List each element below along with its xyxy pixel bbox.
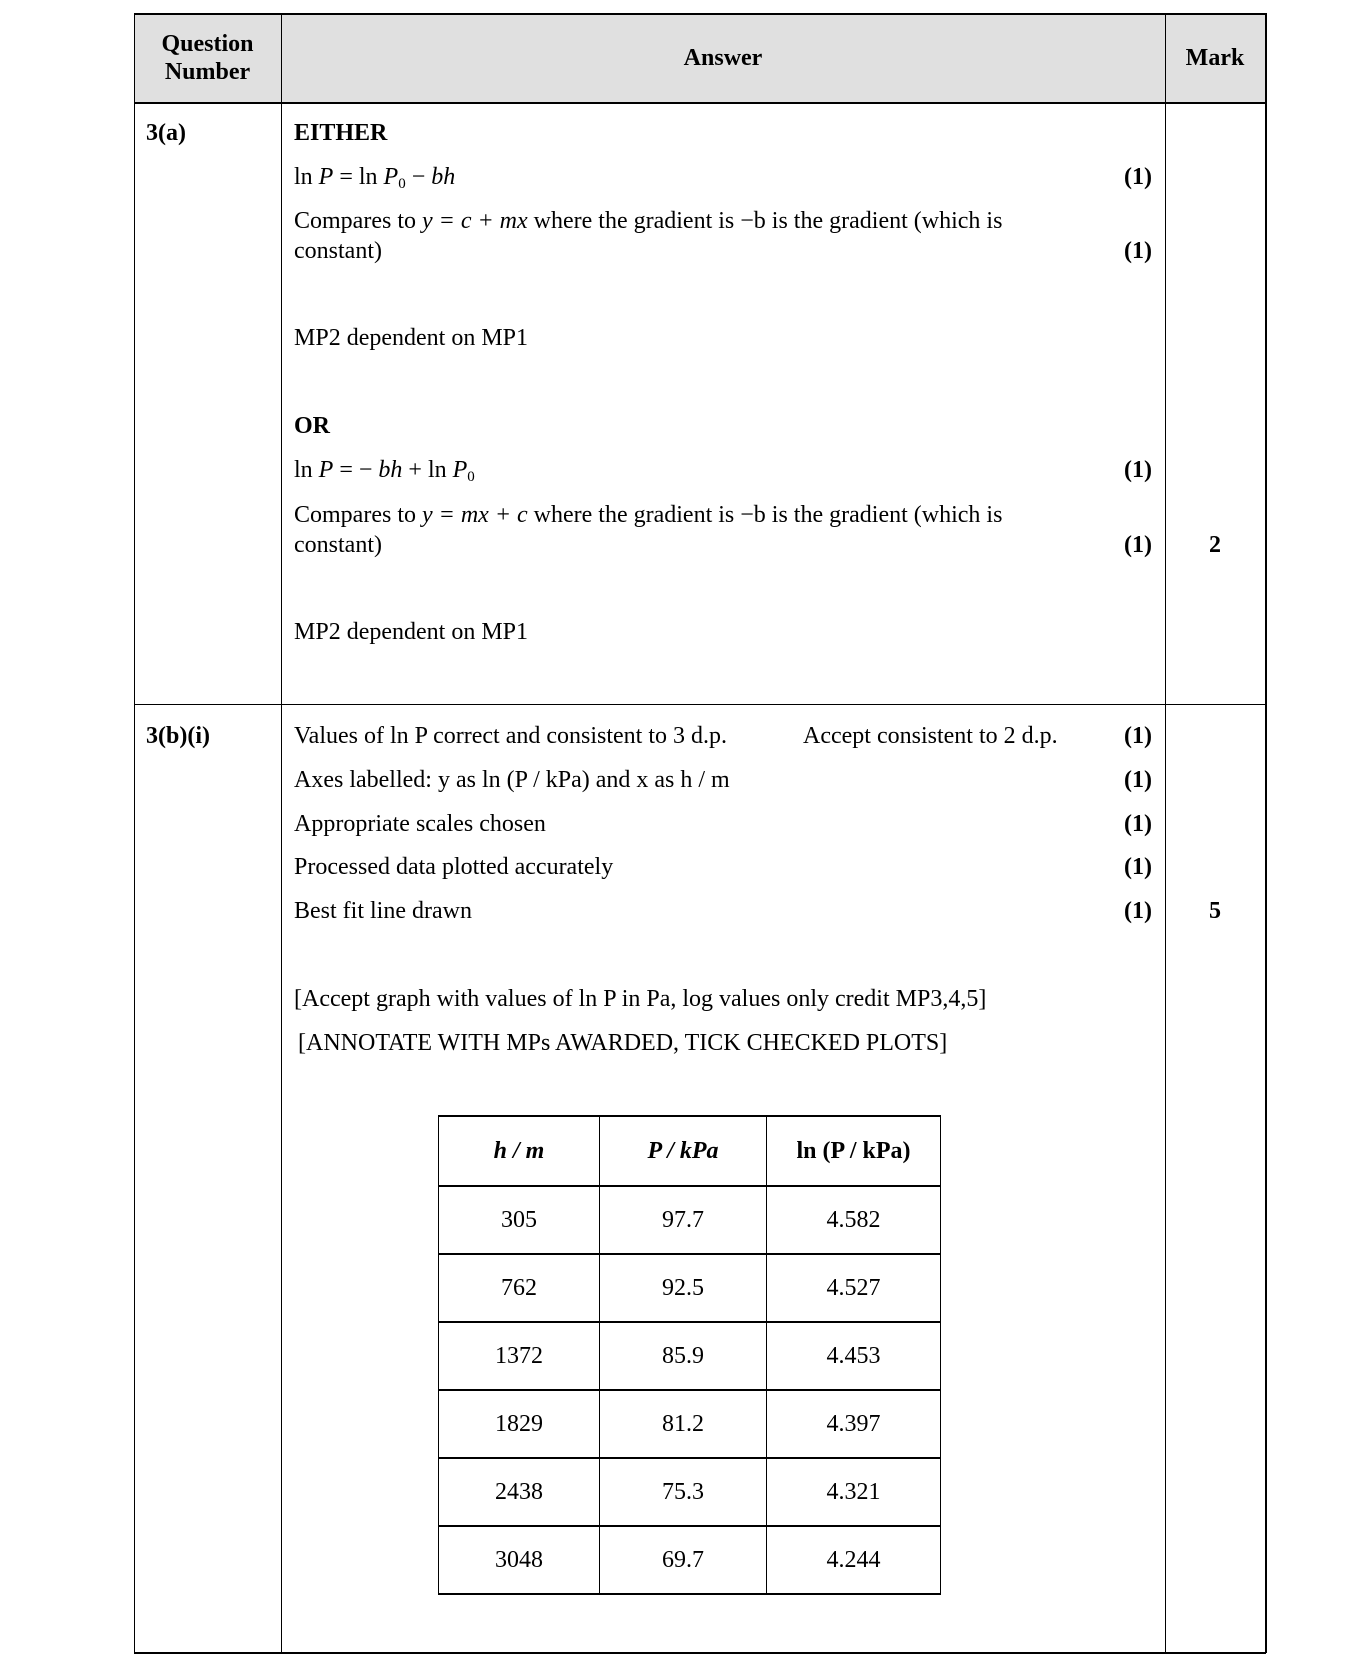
column-divider [281, 13, 282, 1653]
cell-h: 3048 [439, 1526, 600, 1594]
accept-note: Accept consistent to 2 d.p. [803, 723, 1058, 749]
mark-point: (1) [1124, 457, 1152, 483]
mark-point: (1) [1124, 854, 1152, 880]
table-row [439, 1390, 941, 1458]
point-4: Processed data plotted accurately [294, 854, 614, 880]
cell-p: 81.2 [600, 1390, 767, 1458]
column-header: ln (P / kPa) [767, 1116, 941, 1186]
mark-point: (1) [1124, 767, 1152, 793]
mark-point: (1) [1124, 898, 1152, 924]
cell-lnp: 4.582 [767, 1186, 941, 1254]
total-mark-3bi: 5 [1209, 898, 1221, 924]
or-label: OR [294, 413, 330, 439]
cell-lnp: 4.453 [767, 1322, 941, 1390]
cell-p: 69.7 [600, 1526, 767, 1594]
table-top-border [134, 13, 1266, 15]
constant-text: constant) [294, 532, 382, 558]
cell-lnp: 4.397 [767, 1390, 941, 1458]
cell-lnp: 4.244 [767, 1526, 941, 1594]
right-border [1265, 13, 1267, 1653]
equation-1: $\ln P = \ln P_0$ − bh [294, 164, 456, 192]
table-row [439, 1458, 941, 1526]
data-table [438, 1115, 941, 1595]
question-number-3bi: 3(b)(i) [146, 723, 210, 749]
header-question-number: Question Number [161, 31, 254, 85]
constant-text: constant) [294, 238, 382, 264]
mark-point: (1) [1124, 238, 1152, 264]
cell-p: 75.3 [600, 1458, 767, 1526]
mark-point: (1) [1124, 723, 1152, 749]
table-row [439, 1254, 941, 1322]
column-divider [1165, 13, 1166, 1653]
point-1: Values of ln P correct and consistent to 3 d.p. [294, 723, 728, 749]
compares-line-2: Compares to y = mx + c where the gradient is −b is the gradient (which is [294, 502, 1003, 528]
cell-h: 1372 [439, 1322, 600, 1390]
header-mark: Mark [1185, 45, 1245, 71]
cell-h: 2438 [439, 1458, 600, 1526]
cell-p: 97.7 [600, 1186, 767, 1254]
equation-2: ln P = − bh + $\ln P_0$ [294, 457, 475, 485]
either-label: EITHER [294, 120, 388, 146]
note-accept-pa: [Accept graph with values of ln P in Pa, log values only credit MP3,4,5] [294, 986, 987, 1012]
cell-lnp: 4.321 [767, 1458, 941, 1526]
cell-h: 1829 [439, 1390, 600, 1458]
point-2: Axes labelled: y as ln (P / kPa) and x as h / m [294, 767, 730, 793]
table-bottom-border [134, 1652, 1266, 1654]
left-border [134, 13, 135, 1653]
cell-h: 762 [439, 1254, 600, 1322]
table-row [439, 1526, 941, 1594]
cell-h: 305 [439, 1186, 600, 1254]
mp2-note: MP2 dependent on MP1 [294, 325, 528, 351]
compares-line-1: Compares to y = c + mx where the gradient is −b is the gradient (which is [294, 208, 1003, 234]
header-bottom-border [134, 102, 1266, 104]
mark-point: (1) [1124, 811, 1152, 837]
table-row [439, 1186, 941, 1254]
point-5: Best fit line drawn [294, 898, 472, 924]
point-3: Appropriate scales chosen [294, 811, 546, 837]
cell-p: 85.9 [600, 1322, 767, 1390]
cell-p: 92.5 [600, 1254, 767, 1322]
header-answer: Answer [683, 45, 763, 71]
table-row [439, 1322, 941, 1390]
column-header: h / m [439, 1116, 600, 1186]
total-mark-3a: 2 [1209, 532, 1221, 558]
cell-lnp: 4.527 [767, 1254, 941, 1322]
mark-point: (1) [1124, 164, 1152, 190]
mp2-note: MP2 dependent on MP1 [294, 619, 528, 645]
question-number-3a: 3(a) [146, 120, 186, 146]
note-annotate: [ANNOTATE WITH MPs AWARDED, TICK CHECKED PLOTS] [298, 1030, 948, 1056]
mark-point: (1) [1124, 532, 1152, 558]
row-divider [134, 704, 1266, 705]
column-header: P / kPa [600, 1116, 767, 1186]
